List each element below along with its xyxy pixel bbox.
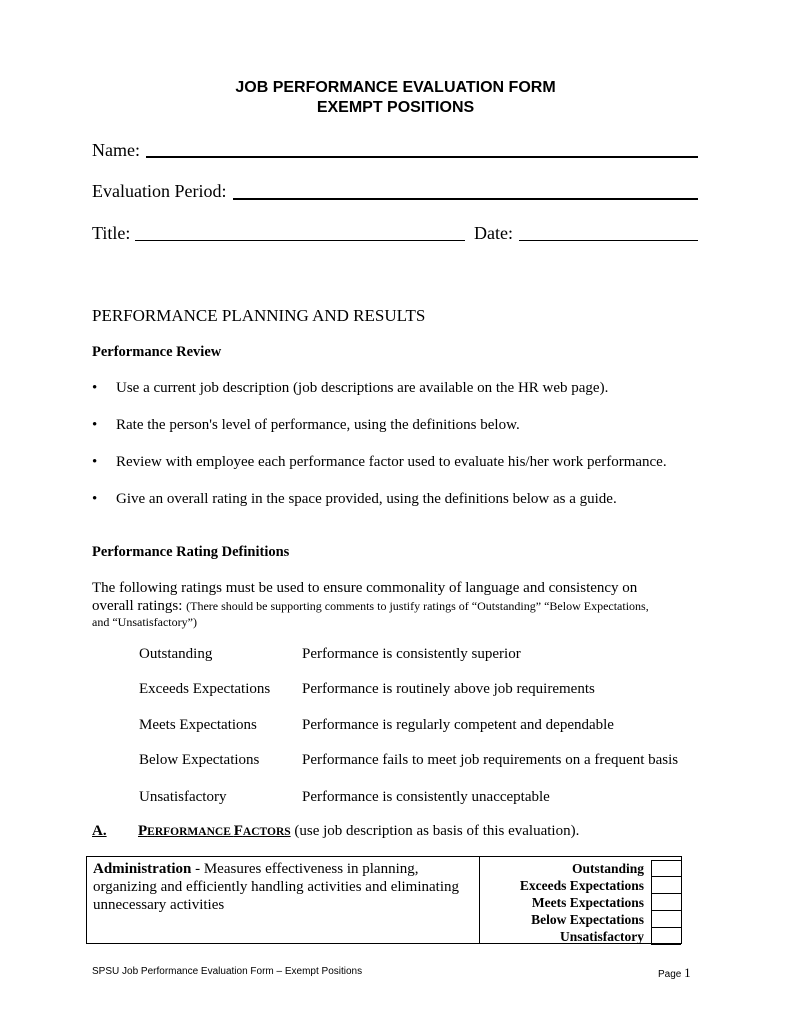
bullet-text: Use a current job description (job descriptions are available on the HR web page). — [116, 380, 609, 396]
definition-description: Performance is regularly competent and dependable — [302, 717, 614, 733]
rating-checkbox[interactable] — [651, 911, 681, 928]
definition-description: Performance is consistently unacceptable — [302, 789, 550, 805]
factors-note: (use job description as basis of this evaluation). — [290, 823, 580, 839]
factors-title-part-2: ACTORS — [242, 826, 291, 838]
rating-checkbox[interactable] — [651, 928, 681, 945]
intro-note-text: (There should be supporting comments to justify ratings of “Outstanding” “Below Expectations, — [186, 599, 649, 613]
intro-note-line-3: and “Unsatisfactory”) — [92, 615, 197, 629]
section-heading: PERFORMANCE PLANNING AND RESULTS — [92, 306, 426, 325]
evaluation-period-label: Evaluation Period: — [92, 181, 227, 201]
footer-text: SPSU Job Performance Evaluation Form – Exempt Positions — [92, 966, 363, 977]
evaluation-period-field[interactable] — [233, 198, 698, 200]
page-number-value: 1 — [684, 965, 691, 980]
rating-label: Below Expectations — [531, 912, 644, 927]
rating-label: Meets Expectations — [531, 895, 644, 910]
title-label: Title: — [92, 223, 131, 243]
bullet-text: Review with employee each performance factor used to evaluate his/her work performance. — [116, 454, 667, 470]
bullet-text: Give an overall rating in the space provided, using the definitions below as a guide. — [116, 491, 617, 507]
rating-definitions-heading: Performance Rating Definitions — [92, 544, 290, 560]
rating-label: Unsatisfactory — [560, 929, 644, 944]
rating-option-below — [479, 911, 681, 928]
form-subtitle: EXEMPT POSITIONS — [316, 99, 475, 116]
factors-title-initial-p: P — [138, 823, 148, 839]
intro-main-text: overall ratings: — [92, 598, 187, 614]
list-item — [92, 380, 608, 397]
definition-term: Exceeds Expectations — [139, 681, 271, 697]
form-title: JOB PERFORMANCE EVALUATION FORM — [235, 79, 556, 96]
list-item — [92, 491, 617, 508]
rating-checkbox[interactable] — [651, 860, 681, 877]
administration-factor-cell — [86, 856, 480, 944]
page-number — [658, 965, 691, 981]
factors-title-initial-f: F — [233, 823, 243, 839]
bullet-icon: • — [92, 417, 98, 433]
rating-option-unsatisfactory — [479, 928, 681, 945]
intro-line-2 — [92, 598, 649, 615]
factors-title — [138, 823, 291, 839]
rating-checkbox[interactable] — [651, 877, 681, 894]
date-field[interactable] — [519, 240, 698, 241]
bullet-icon: • — [92, 454, 98, 470]
definition-description: Performance is consistently superior — [302, 646, 521, 662]
title-field[interactable] — [135, 240, 465, 241]
definition-term: Unsatisfactory — [139, 789, 227, 805]
name-field[interactable] — [146, 156, 698, 158]
performance-factors-heading — [92, 823, 579, 840]
performance-review-heading: Performance Review — [92, 344, 222, 360]
list-item — [92, 454, 667, 471]
rating-label: Exceeds Expectations — [519, 878, 644, 893]
definition-description: Performance is routinely above job requirements — [302, 681, 595, 697]
definition-description: Performance fails to meet job requirements on a frequent basis — [302, 752, 679, 768]
rating-checkbox[interactable] — [651, 894, 681, 911]
date-label: Date: — [474, 223, 513, 243]
rating-option-meets — [479, 894, 681, 911]
rating-option-outstanding — [479, 860, 681, 877]
bullet-text: Rate the person's level of performance, using the definitions below. — [116, 417, 520, 433]
definition-term: Meets Expectations — [139, 717, 257, 733]
administration-description: - Measures effectiveness in planning, organizing and efficiently handling activities and eliminating unnecessary activities — [93, 861, 460, 913]
rating-options-cell — [480, 856, 682, 944]
definition-term: Below Expectations — [139, 752, 260, 768]
definition-term: Outstanding — [139, 646, 213, 662]
bullet-icon: • — [92, 380, 98, 396]
intro-line-1: The following ratings must be used to ensure commonality of language and consistency on — [92, 580, 638, 596]
page-label: Page — [658, 969, 685, 980]
list-item — [92, 417, 520, 434]
name-label: Name: — [92, 140, 140, 160]
factors-title-part-1: ERFORMANCE — [147, 826, 234, 838]
rating-label: Outstanding — [571, 861, 644, 876]
section-letter: A. — [92, 823, 107, 839]
rating-option-exceeds — [479, 877, 681, 894]
administration-title: Administration — [93, 861, 192, 877]
bullet-icon: • — [92, 491, 98, 507]
